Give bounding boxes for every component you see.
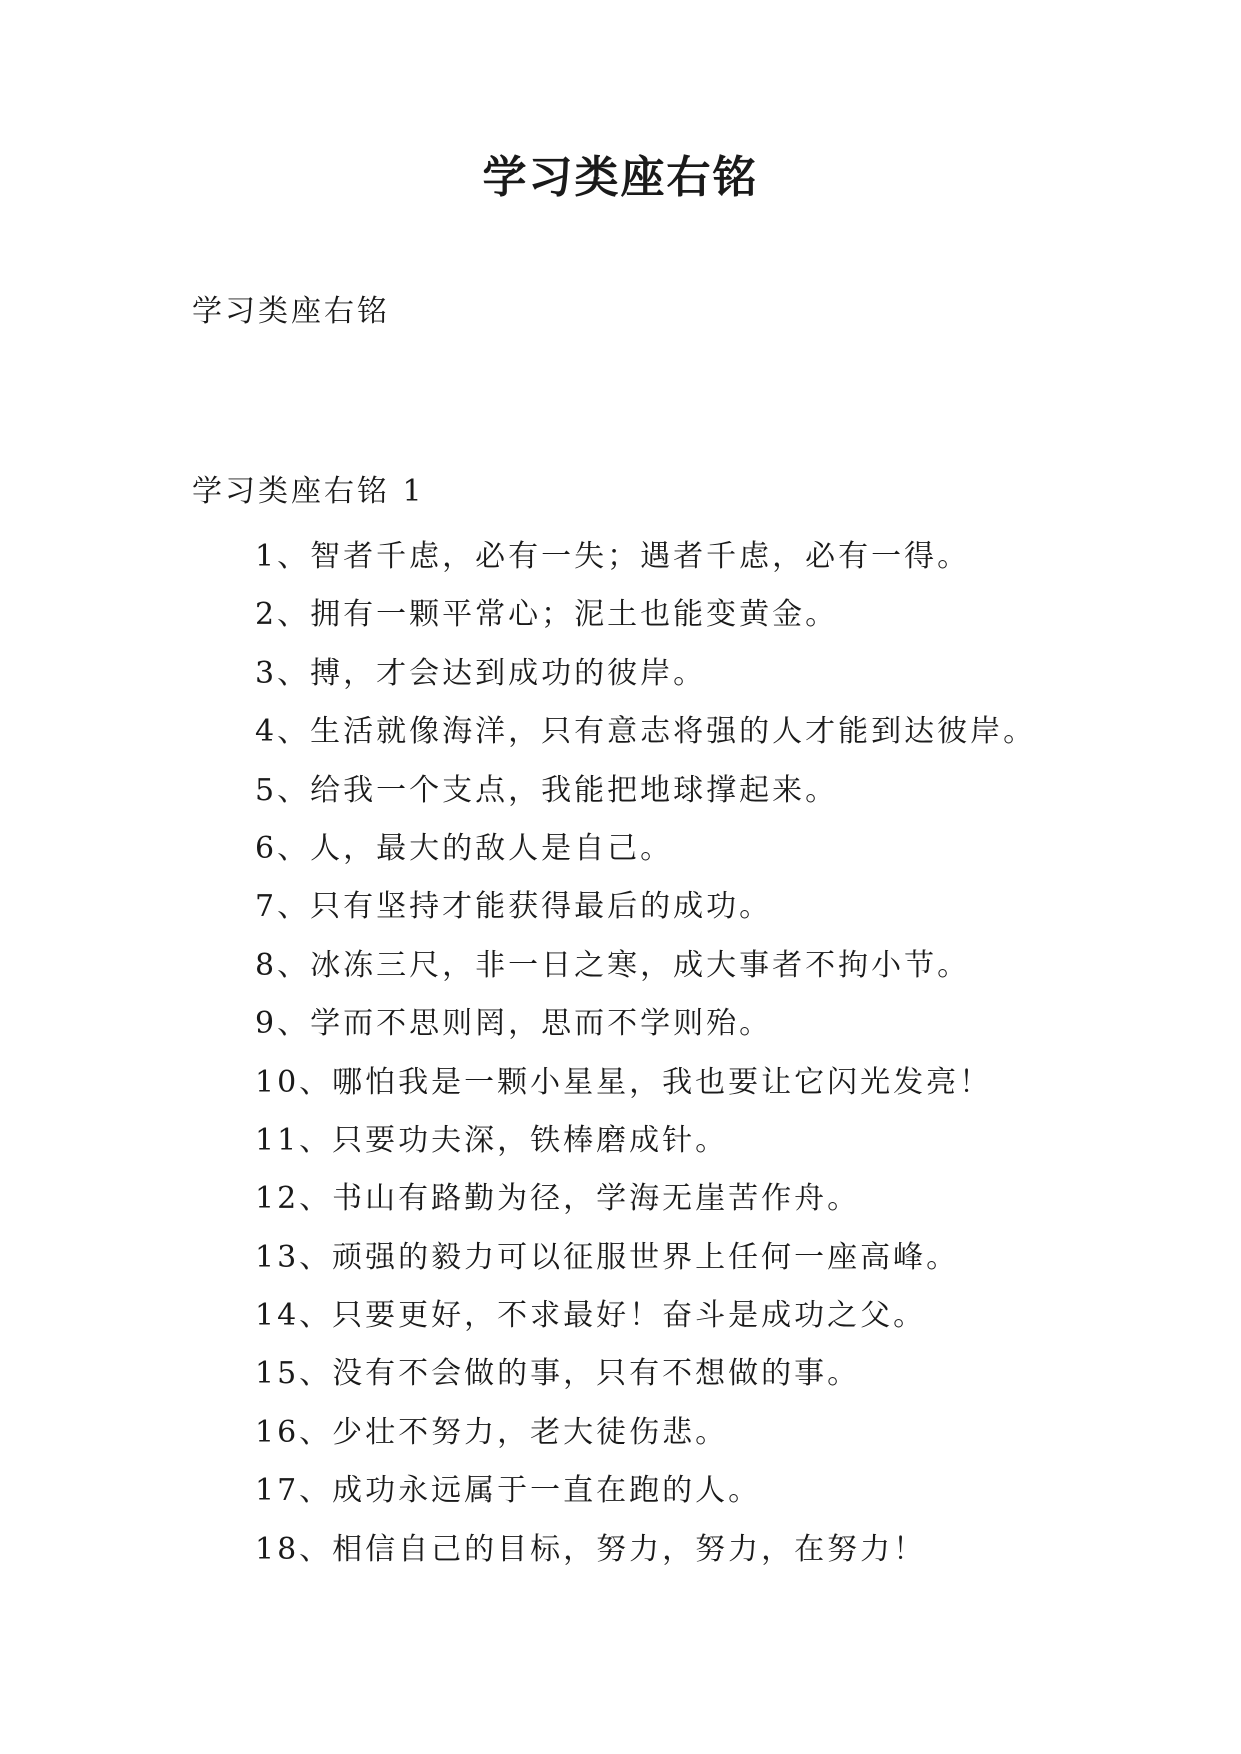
- list-item: 5、给我一个支点，我能把地球撑起来。: [255, 772, 839, 808]
- list-item: 16、少壮不努力，老大徒伤悲。: [255, 1414, 729, 1450]
- list-item: 14、只要更好，不求最好！奋斗是成功之父。: [255, 1298, 927, 1334]
- list-item: 11、只要功夫深，铁棒磨成针。: [255, 1122, 729, 1158]
- list-item: 3、搏，才会达到成功的彼岸。: [255, 655, 707, 691]
- list-item: 18、相信自己的目标，努力，努力，在努力！: [255, 1531, 927, 1567]
- list-item: 1、智者千虑，必有一失；遇者千虑，必有一得。: [255, 539, 971, 574]
- section-heading: 学习类座右铭 1: [192, 474, 425, 509]
- document-title: 学习类座右铭: [482, 152, 759, 203]
- list-item: 4、生活就像海洋，只有意志将强的人才能到达彼岸。: [255, 714, 1037, 750]
- list-item: 10、哪怕我是一颗小星星，我也要让它闪光发亮！: [255, 1064, 993, 1100]
- list-item: 6、人，最大的敌人是自己。: [255, 830, 674, 866]
- list-item: 15、没有不会做的事，只有不想做的事。: [255, 1356, 861, 1392]
- list-item: 9、学而不思则罔，思而不学则殆。: [255, 1006, 773, 1042]
- list-item: 12、书山有路勤为径，学海无崖苦作舟。: [255, 1181, 861, 1217]
- list-item: 7、只有坚持才能获得最后的成功。: [255, 889, 773, 925]
- document-subtitle: 学习类座右铭: [192, 294, 390, 329]
- quote-list: [255, 528, 1215, 1579]
- list-item: 13、顽强的毅力可以征服世界上任何一座高峰。: [255, 1239, 960, 1275]
- list-item: 2、拥有一颗平常心；泥土也能变黄金。: [255, 597, 839, 633]
- list-item: 8、冰冻三尺，非一日之寒，成大事者不拘小节。: [255, 947, 971, 983]
- list-item: 17、成功永远属于一直在跑的人。: [255, 1473, 762, 1509]
